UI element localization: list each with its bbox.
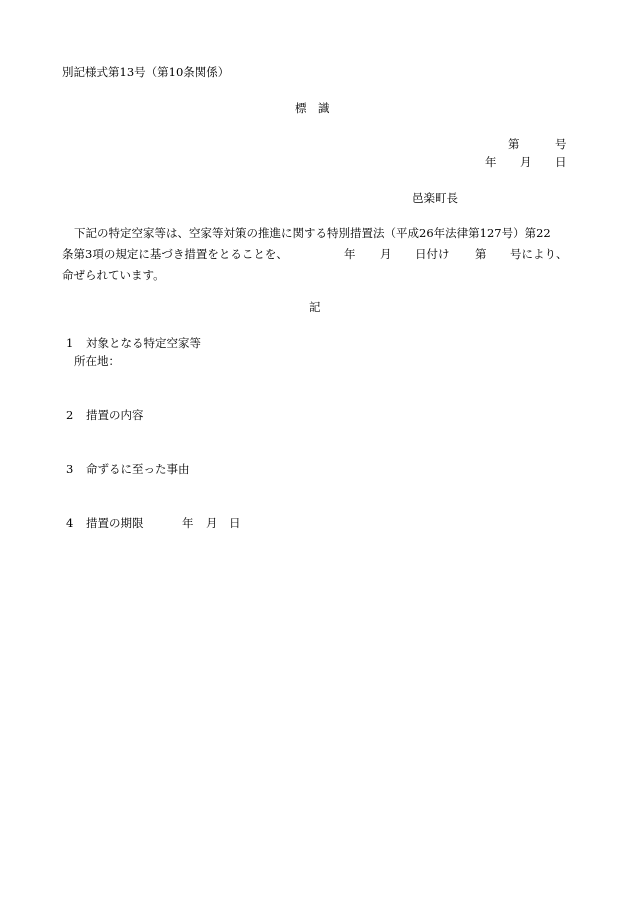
body-line-2-year: 年 [344,247,356,261]
item-1-label: 対象となる特定空家等 [86,336,201,350]
document-number-prefix: 第 [508,137,520,151]
item-2-number: 2 [66,408,74,422]
body-line-2-start: 条第3項の規定に基づき措置をとることを、 [62,247,288,261]
issuer: 邑楽町長 [412,191,458,205]
item-1-number: 1 [66,336,74,350]
document-title: 標 識 [295,101,330,115]
form-header: 別記様式第13号（第10条関係） [62,65,230,79]
body-line-2-number-prefix: 第 [475,247,487,261]
date-day: 日 [555,155,567,169]
body-line-1: 下記の特定空家等は、空家等対策の推進に関する特別措置法（平成26年法律第127号）第22 [74,226,551,240]
date-month: 月 [520,155,532,169]
item-3-number: 3 [66,462,74,476]
body-line-2-end: 号により、 [510,247,568,261]
item-4-number: 4 [66,516,74,530]
item-4-year: 年 [182,516,194,530]
document-number-suffix: 号 [555,137,567,151]
item-2-label: 措置の内容 [86,408,144,422]
item-3-label: 命ずるに至った事由 [86,462,190,476]
item-1-sub-location: 所在地： [74,354,120,368]
body-line-3: 命ぜられています。 [62,268,165,282]
item-4-month: 月 [206,516,218,530]
item-4-day: 日 [229,516,241,530]
body-line-2-day: 日付け [415,247,450,261]
body-line-2-month: 月 [380,247,392,261]
date-year: 年 [485,155,497,169]
ki-heading: 記 [309,300,321,314]
item-4-label: 措置の期限 [86,516,144,530]
